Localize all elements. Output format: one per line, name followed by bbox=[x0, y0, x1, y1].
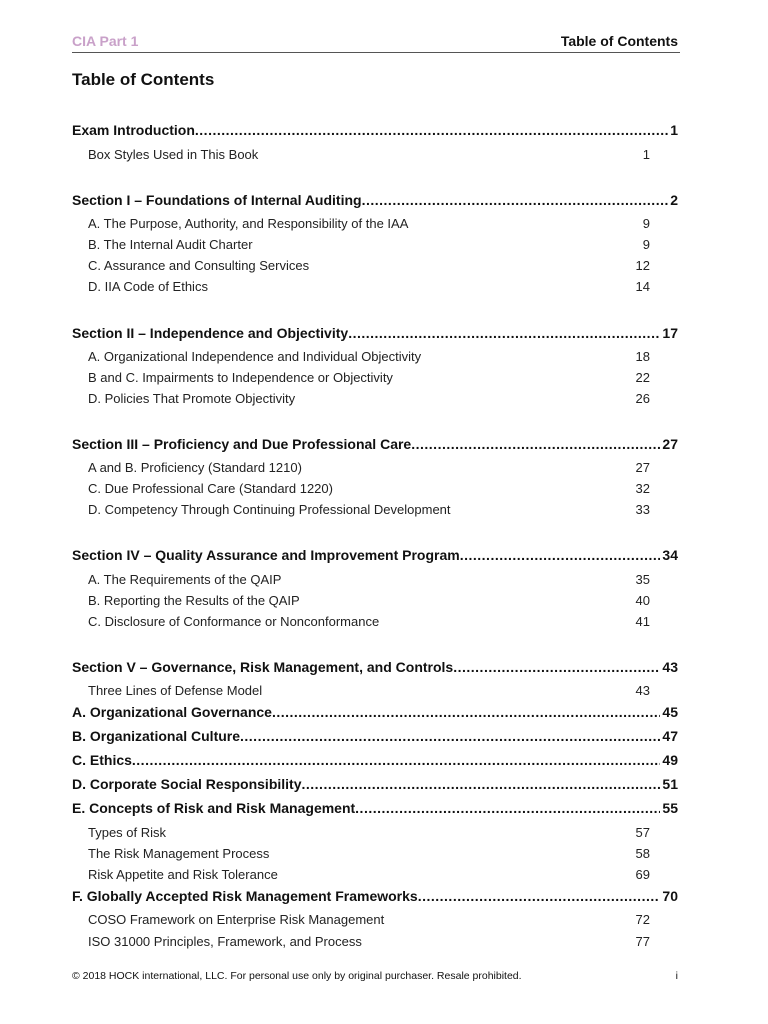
toc-page-number: 1 bbox=[642, 147, 650, 162]
toc-page-number: 43 bbox=[635, 683, 650, 698]
toc-page-number: 41 bbox=[635, 614, 650, 629]
toc-entry-label: B. The Internal Audit Charter bbox=[88, 237, 253, 252]
page-footer bbox=[72, 970, 680, 982]
toc-section-entry[interactable] bbox=[72, 774, 678, 794]
toc-dot-leader bbox=[362, 190, 669, 210]
toc-subentry[interactable] bbox=[72, 570, 678, 590]
toc-page-number: 12 bbox=[635, 258, 650, 273]
toc-page-number: 27 bbox=[635, 460, 650, 475]
toc-subentry[interactable] bbox=[72, 145, 678, 165]
toc-page-number: 17 bbox=[662, 325, 678, 341]
toc-section-entry[interactable] bbox=[72, 750, 678, 770]
toc-entry-label: Section III – Proficiency and Due Professional Care bbox=[72, 436, 412, 452]
toc-subentry[interactable] bbox=[72, 389, 678, 409]
toc-section-entry[interactable] bbox=[72, 798, 678, 818]
toc-subentry[interactable] bbox=[72, 844, 678, 864]
toc-section-entry[interactable] bbox=[72, 190, 678, 210]
toc-entry-label: F. Globally Accepted Risk Management Frameworks bbox=[72, 888, 418, 904]
toc-subentry[interactable] bbox=[72, 865, 678, 885]
toc-entry-label: ISO 31000 Principles, Framework, and Process bbox=[88, 934, 362, 949]
toc-page-number: 34 bbox=[662, 547, 678, 563]
toc-subentry[interactable] bbox=[72, 277, 678, 297]
page-header bbox=[72, 32, 680, 53]
toc-section-entry[interactable] bbox=[72, 120, 678, 140]
toc-entry-label: Risk Appetite and Risk Tolerance bbox=[88, 867, 278, 882]
toc-section-entry[interactable] bbox=[72, 323, 678, 343]
footer-page-number: i bbox=[675, 970, 678, 982]
toc-entry-label: Section V – Governance, Risk Management, and Controls bbox=[72, 659, 454, 675]
toc-dot-leader bbox=[355, 798, 660, 818]
toc-entry-label: Types of Risk bbox=[88, 825, 167, 840]
toc-page-number: 40 bbox=[635, 593, 650, 608]
toc-page-number: 22 bbox=[635, 370, 650, 385]
toc-subentry[interactable] bbox=[72, 612, 678, 632]
toc-entry-label: A. Organizational Governance bbox=[72, 704, 272, 720]
toc-entry-label: B. Organizational Culture bbox=[72, 728, 241, 744]
toc-page-number: 2 bbox=[670, 192, 678, 208]
toc-page-number: 77 bbox=[635, 934, 650, 949]
toc-page-number: 33 bbox=[635, 502, 650, 517]
toc-section-entry[interactable] bbox=[72, 702, 678, 722]
toc-page-number: 43 bbox=[662, 659, 678, 675]
toc-subentry[interactable] bbox=[72, 932, 678, 952]
toc-dot-leader bbox=[272, 702, 660, 722]
toc-dot-leader bbox=[348, 323, 660, 343]
toc-entry-label: Three Lines of Defense Model bbox=[88, 683, 263, 698]
toc-subentry[interactable] bbox=[72, 479, 678, 499]
toc-subentry[interactable] bbox=[72, 910, 678, 930]
toc-page-number: 26 bbox=[635, 391, 650, 406]
toc-subentry[interactable] bbox=[72, 681, 678, 701]
toc-section-entry[interactable] bbox=[72, 434, 678, 454]
toc-entry-label: The Risk Management Process bbox=[88, 846, 270, 861]
toc-dot-leader bbox=[453, 657, 660, 677]
toc-entry-label: D. Policies That Promote Objectivity bbox=[88, 391, 296, 406]
toc-section-entry[interactable] bbox=[72, 657, 678, 677]
toc-page-number: 72 bbox=[635, 912, 650, 927]
toc-page-number: 70 bbox=[662, 888, 678, 904]
toc-entry-label: Section II – Independence and Objectivity bbox=[72, 325, 349, 341]
toc-entry-label: E. Concepts of Risk and Risk Management bbox=[72, 800, 356, 816]
toc-page-number: 69 bbox=[635, 867, 650, 882]
toc-subentry[interactable] bbox=[72, 500, 678, 520]
toc-entry-label: B and C. Impairments to Independence or Objectivity bbox=[88, 370, 393, 385]
toc-entry-label: A and B. Proficiency (Standard 1210) bbox=[88, 460, 302, 475]
toc-entry-label: Exam Introduction bbox=[72, 122, 195, 138]
toc-entry-label: A. The Requirements of the QAIP bbox=[88, 572, 282, 587]
toc-page-number: 14 bbox=[635, 279, 650, 294]
toc-page-number: 18 bbox=[635, 349, 650, 364]
toc-section-entry[interactable] bbox=[72, 545, 678, 565]
toc-page-number: 55 bbox=[662, 800, 678, 816]
toc-page-number: 49 bbox=[662, 752, 678, 768]
page-title: Table of Contents bbox=[72, 70, 215, 89]
toc-entry-label: B. Reporting the Results of the QAIP bbox=[88, 593, 300, 608]
toc-subentry[interactable] bbox=[72, 235, 678, 255]
toc-subentry[interactable] bbox=[72, 458, 678, 478]
toc-entry-label: C. Due Professional Care (Standard 1220) bbox=[88, 481, 333, 496]
toc-page-number: 45 bbox=[662, 704, 678, 720]
toc-subentry[interactable] bbox=[72, 214, 678, 234]
toc-page-number: 32 bbox=[635, 481, 650, 496]
toc-page-number: 51 bbox=[662, 776, 678, 792]
toc-entry-label: C. Assurance and Consulting Services bbox=[88, 258, 310, 273]
toc-page-number: 58 bbox=[635, 846, 650, 861]
toc-section-entry[interactable] bbox=[72, 726, 678, 746]
toc-entry-label: D. Competency Through Continuing Professional Development bbox=[88, 502, 451, 517]
toc-entry-label: Section IV – Quality Assurance and Improvement Program bbox=[72, 547, 460, 563]
toc-dot-leader bbox=[460, 545, 661, 565]
toc-subentry[interactable] bbox=[72, 823, 678, 843]
toc-page-number: 35 bbox=[635, 572, 650, 587]
toc-page-number: 57 bbox=[635, 825, 650, 840]
toc-subentry[interactable] bbox=[72, 256, 678, 276]
toc-page-number: 9 bbox=[642, 216, 650, 231]
toc-section-entry[interactable] bbox=[72, 886, 678, 906]
header-book-title: CIA Part 1 bbox=[72, 33, 139, 49]
toc-dot-leader bbox=[411, 434, 660, 454]
toc-dot-leader bbox=[195, 120, 668, 140]
toc-page-number: 27 bbox=[662, 436, 678, 452]
toc-entry-label: D. Corporate Social Responsibility bbox=[72, 776, 302, 792]
toc-entry-label: D. IIA Code of Ethics bbox=[88, 279, 208, 294]
toc-entry-label: Section I – Foundations of Internal Auditing bbox=[72, 192, 362, 208]
toc-dot-leader bbox=[132, 750, 661, 770]
toc-entry-label: C. Disclosure of Conformance or Nonconformance bbox=[88, 614, 380, 629]
toc-entry-label: C. Ethics bbox=[72, 752, 132, 768]
toc-subentry[interactable] bbox=[72, 591, 678, 611]
toc-entry-label: A. Organizational Independence and Individual Objectivity bbox=[88, 349, 422, 364]
header-section-title: Table of Contents bbox=[560, 33, 678, 49]
toc-dot-leader bbox=[302, 774, 661, 794]
toc-entry-label: A. The Purpose, Authority, and Responsibility of the IAA bbox=[88, 216, 409, 231]
toc-page-number: 47 bbox=[662, 728, 678, 744]
toc-subentry[interactable] bbox=[72, 347, 678, 367]
toc-entry-label: COSO Framework on Enterprise Risk Management bbox=[88, 912, 385, 927]
toc-dot-leader bbox=[240, 726, 660, 746]
footer-copyright: © 2018 HOCK international, LLC. For personal use only by original purchaser. Resale prohibited. bbox=[72, 970, 522, 982]
toc-page-number: 1 bbox=[670, 122, 678, 138]
toc-subentry[interactable] bbox=[72, 368, 678, 388]
toc-dot-leader bbox=[418, 886, 661, 906]
toc-page-number: 9 bbox=[642, 237, 650, 252]
toc-entry-label: Box Styles Used in This Book bbox=[88, 147, 259, 162]
